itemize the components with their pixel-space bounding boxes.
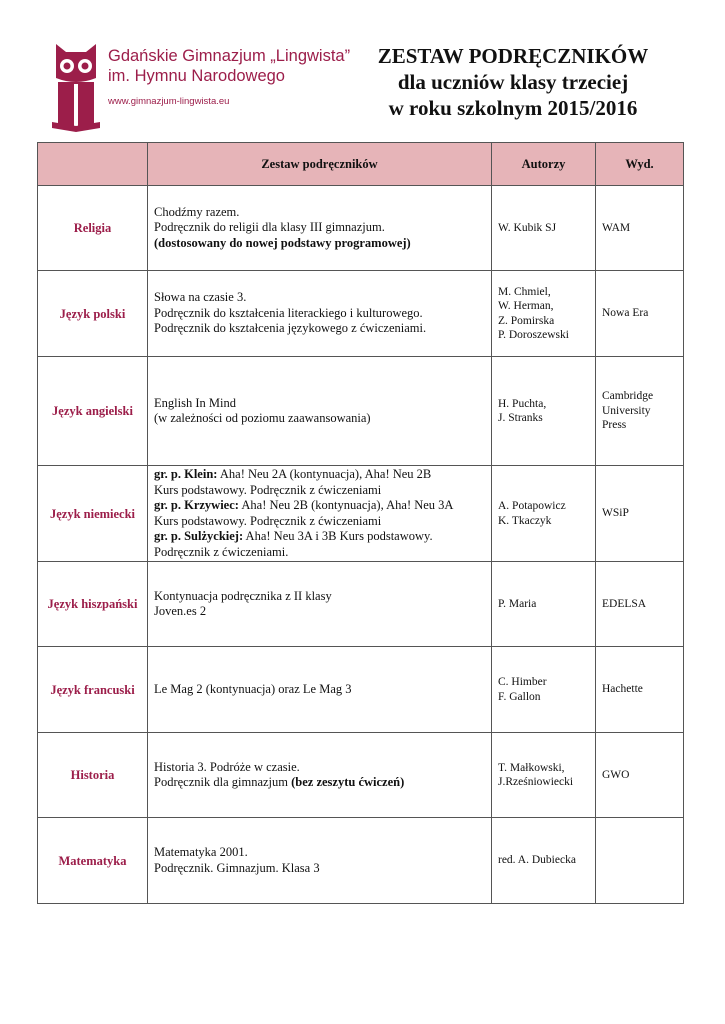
- publisher-cell: [596, 357, 684, 466]
- header-textbooks: Zestaw podręczników: [148, 143, 492, 186]
- title-line1: ZESTAW PODRĘCZNIKÓW: [377, 44, 649, 68]
- table-row: [38, 818, 684, 904]
- table-row: [38, 562, 684, 647]
- table-row: [38, 466, 684, 562]
- textbook-line: Podręcznik do kształcenia literackiego i kulturowego.: [154, 305, 423, 320]
- textbook-cell: [148, 186, 492, 271]
- author-name: J. Stranks: [498, 412, 543, 424]
- publisher-cell: [596, 186, 684, 271]
- subject-cell: Język polski: [38, 271, 148, 357]
- subject-cell: Język hiszpański: [38, 562, 148, 647]
- table-header-row: [38, 143, 684, 186]
- textbook-line: Chodźmy razem.: [154, 204, 240, 219]
- textbook-line: gr. p. Klein: Aha! Neu 2A (kontynuacja), Aha! Neu 2B: [154, 467, 432, 481]
- author-name: C. Himber: [498, 676, 547, 688]
- textbook-line: Podręcznik do religii dla klasy III gimnazjum.: [154, 220, 385, 235]
- textbook-cell: [148, 466, 492, 562]
- page-title: [358, 43, 668, 121]
- school-name-line1: Gdańskie Gimnazjum „Lingwista”: [108, 47, 351, 65]
- publisher-cell: [596, 733, 684, 818]
- school-logo: [50, 42, 351, 134]
- authors-cell: [492, 647, 596, 733]
- publisher-cell: [596, 271, 684, 357]
- textbook-cell: [148, 562, 492, 647]
- authors-cell: [492, 357, 596, 466]
- header-subject: [38, 143, 148, 186]
- authors-cell: [492, 733, 596, 818]
- author-name: H. Puchta,: [498, 397, 547, 410]
- publisher-name: EDELSA: [602, 597, 647, 610]
- publisher-name: University: [602, 404, 651, 417]
- publisher-name: WSiP: [602, 507, 629, 520]
- author-name: M. Chmiel,: [498, 285, 551, 298]
- author-name: Z. Pomirska: [498, 314, 555, 327]
- textbook-line: Kontynuacja podręcznika z II klasy: [154, 588, 332, 603]
- textbook-line: Historia 3. Podróże w czasie.: [154, 759, 300, 774]
- publisher-name: Hachette: [602, 683, 643, 696]
- author-name: red. A. Dubiecka: [498, 854, 576, 867]
- textbook-line: Podręcznik dla gimnazjum (bez zeszytu ćwiczeń): [154, 775, 405, 789]
- subject-cell: Język francuski: [38, 647, 148, 733]
- authors-cell: [492, 186, 596, 271]
- authors-cell: [492, 562, 596, 647]
- table-row: [38, 186, 684, 271]
- publisher-cell: [596, 818, 684, 904]
- table-row: [38, 271, 684, 357]
- publisher-cell: [596, 466, 684, 562]
- publisher-name: Cambridge: [602, 390, 654, 403]
- textbook-line: English In Mind: [154, 395, 236, 410]
- textbook-line: Podręcznik do kształcenia językowego z ćwiczeniami.: [154, 321, 427, 336]
- authors-cell: [492, 466, 596, 562]
- textbook-line: Podręcznik z ćwiczeniami.: [154, 544, 289, 559]
- title-line3: w roku szkolnym 2015/2016: [388, 96, 638, 120]
- textbook-line: (dostosowany do nowej podstawy programowej): [154, 235, 411, 250]
- header-publisher: Wyd.: [596, 143, 684, 186]
- textbook-line: Podręcznik. Gimnazjum. Klasa 3: [154, 860, 320, 875]
- author-name: A. Potapowicz: [498, 500, 566, 512]
- textbook-line: Kurs podstawowy. Podręcznik z ćwiczeniami: [154, 513, 382, 528]
- authors-cell: [492, 818, 596, 904]
- school-name: [108, 46, 350, 86]
- authors-cell: [492, 271, 596, 357]
- table-row: [38, 733, 684, 818]
- textbook-line: Słowa na czasie 3.: [154, 290, 247, 305]
- school-url: www.gimnazjum-lingwista.eu: [108, 96, 230, 107]
- table-row: [38, 357, 684, 466]
- textbook-cell: [148, 357, 492, 466]
- textbook-table: [37, 142, 684, 904]
- school-name-line2: im. Hymnu Narodowego: [108, 67, 285, 85]
- publisher-cell: [596, 647, 684, 733]
- textbook-line: (w zależności od poziomu zaawansowania): [154, 411, 371, 425]
- textbook-line: Matematyka 2001.: [154, 845, 248, 859]
- publisher-name: Nowa Era: [602, 307, 649, 320]
- owl-book-logo-icon: [50, 42, 102, 134]
- textbook-line: gr. p. Krzywiec: Aha! Neu 2B (kontynuacja), Aha! Neu 3A: [154, 498, 454, 512]
- publisher-name: GWO: [602, 768, 630, 781]
- author-name: F. Gallon: [498, 690, 541, 703]
- author-name: J.Rześniowiecki: [498, 776, 574, 788]
- subject-cell: Matematyka: [38, 818, 148, 904]
- publisher-name: WAM: [602, 221, 631, 234]
- header-authors: Autorzy: [492, 143, 596, 186]
- publisher-cell: [596, 562, 684, 647]
- author-name: W. Kubik SJ: [498, 221, 557, 234]
- textbook-cell: [148, 818, 492, 904]
- publisher-name: Press: [602, 419, 627, 432]
- subject-cell: Język niemiecki: [38, 466, 148, 562]
- title-line2: dla uczniów klasy trzeciej: [397, 70, 629, 94]
- textbook-cell: [148, 647, 492, 733]
- subject-cell: Historia: [38, 733, 148, 818]
- textbook-cell: [148, 733, 492, 818]
- subject-cell: Religia: [38, 186, 148, 271]
- textbook-cell: [148, 271, 492, 357]
- textbook-line: Joven.es 2: [154, 604, 207, 618]
- author-name: W. Herman,: [498, 300, 554, 312]
- author-name: K. Tkaczyk: [498, 514, 552, 527]
- author-name: P. Maria: [498, 597, 537, 610]
- textbook-line: Kurs podstawowy. Podręcznik z ćwiczeniami: [154, 482, 382, 497]
- author-name: T. Małkowski,: [498, 761, 565, 774]
- textbook-line: Le Mag 2 (kontynuacja) oraz Le Mag 3: [154, 681, 352, 696]
- table-row: [38, 647, 684, 733]
- subject-cell: Język angielski: [38, 357, 148, 466]
- author-name: P. Doroszewski: [498, 329, 569, 341]
- textbook-line: gr. p. Sulżyckiej: Aha! Neu 3A i 3B Kurs podstawowy.: [154, 529, 433, 543]
